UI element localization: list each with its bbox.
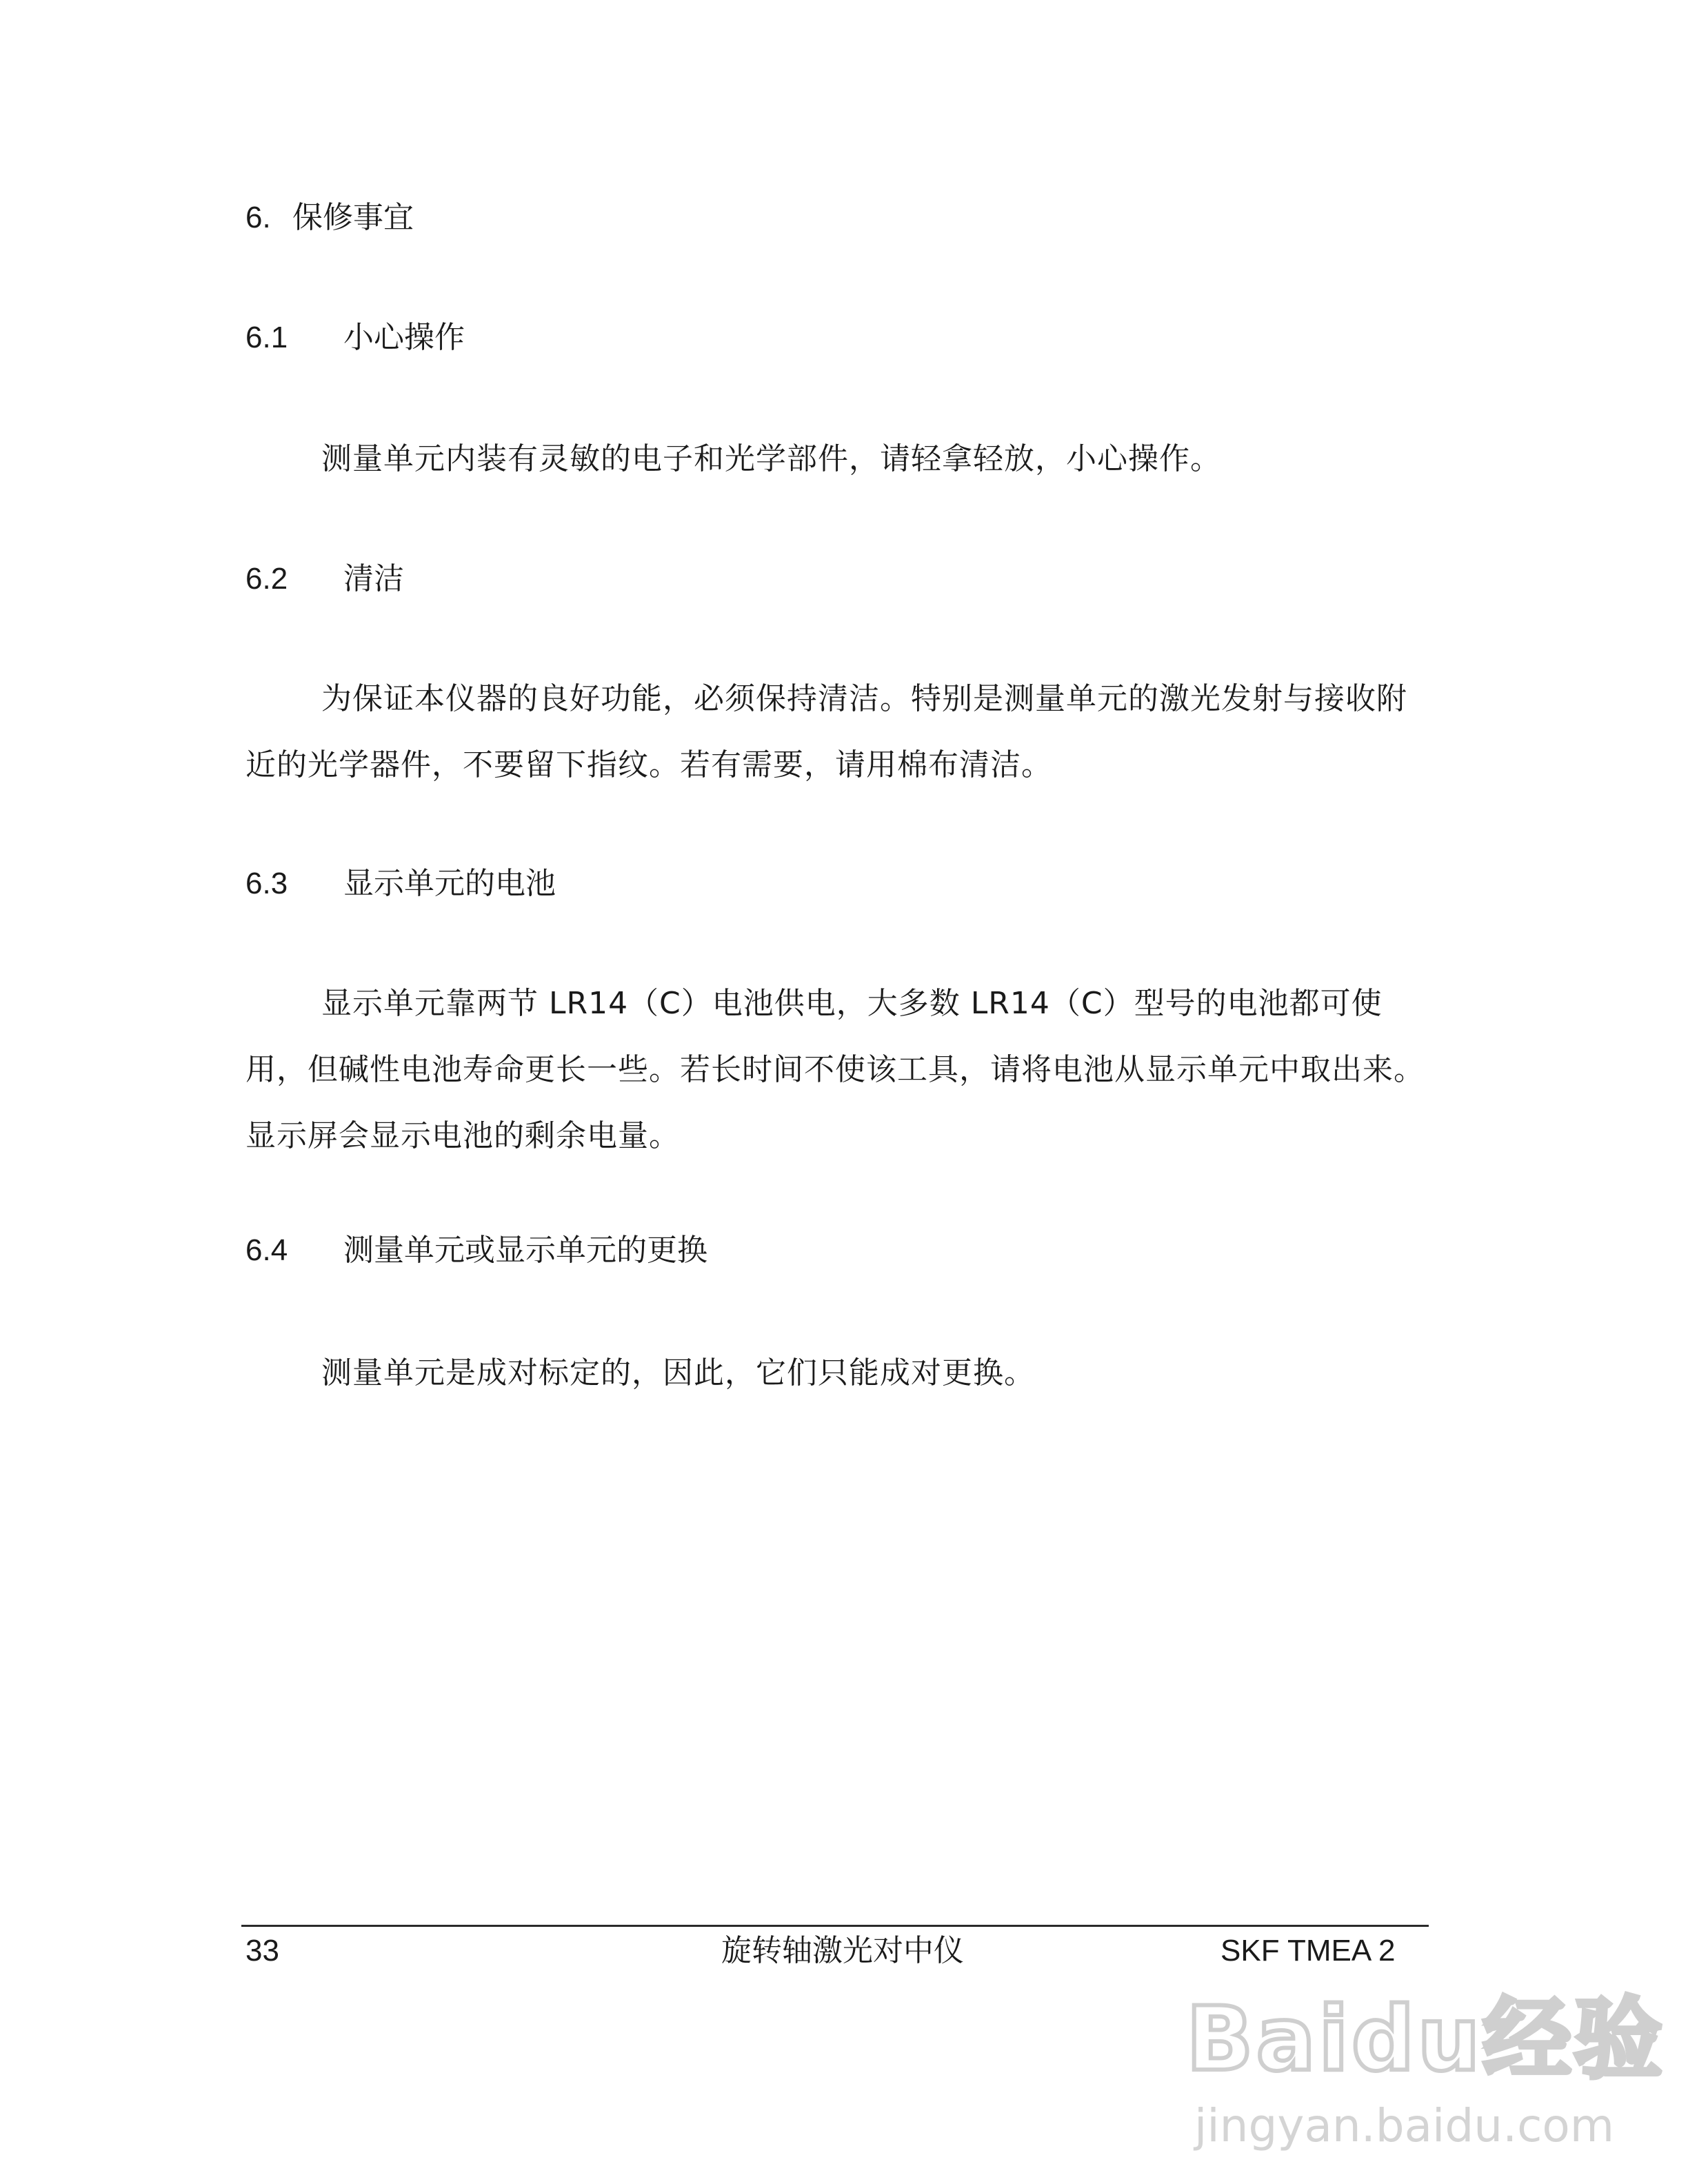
baidu-watermark	[1186, 1968, 1665, 2175]
subsection-body: 测量单元内装有灵敏的电子和光学部件，请轻拿轻放，小心操作。	[321, 441, 1221, 476]
footer-page-number: 33	[245, 1934, 279, 1968]
subsection-title: 小心操作	[343, 320, 465, 355]
section-title: 保修事宜	[292, 200, 414, 235]
footer-doc-title: 旋转轴激光对中仪	[721, 1933, 964, 1968]
subsection-number: 6.4	[245, 1233, 288, 1267]
subsection-title: 清洁	[343, 561, 404, 596]
footer-rule	[241, 1925, 1429, 1927]
section-number: 6.	[245, 201, 271, 234]
subsection-title: 显示单元的电池	[343, 866, 556, 901]
footer-product: SKF TMEA 2	[1220, 1934, 1396, 1968]
watermark-url: jingyan.baidu.com	[1194, 2099, 1615, 2152]
subsection-number: 6.3	[245, 867, 288, 900]
subsection-body: 显示单元靠两节 LR14（C）电池供电，大多数 LR14（C）型号的电池都可使用，但碱性电池寿命更长一些。若长时间不使该工具，请将电池从显示单元中取出来。显示屏会显示电池的剩余电量。	[245, 986, 1425, 1153]
subsection-body: 测量单元是成对标定的，因此，它们只能成对更换。	[321, 1355, 1035, 1391]
baidu-logo: Baidu经验	[1186, 1988, 1665, 2091]
subsection-title: 测量单元或显示单元的更换	[343, 1233, 707, 1268]
subsection-number: 6.1	[245, 321, 288, 354]
subsection-body: 为保证本仪器的良好功能，必须保持清洁。特别是测量单元的激光发射与接收附近的光学器件，不要留下指纹。若有需要，请用棉布清洁。	[245, 681, 1407, 782]
subsection-number: 6.2	[245, 562, 288, 596]
